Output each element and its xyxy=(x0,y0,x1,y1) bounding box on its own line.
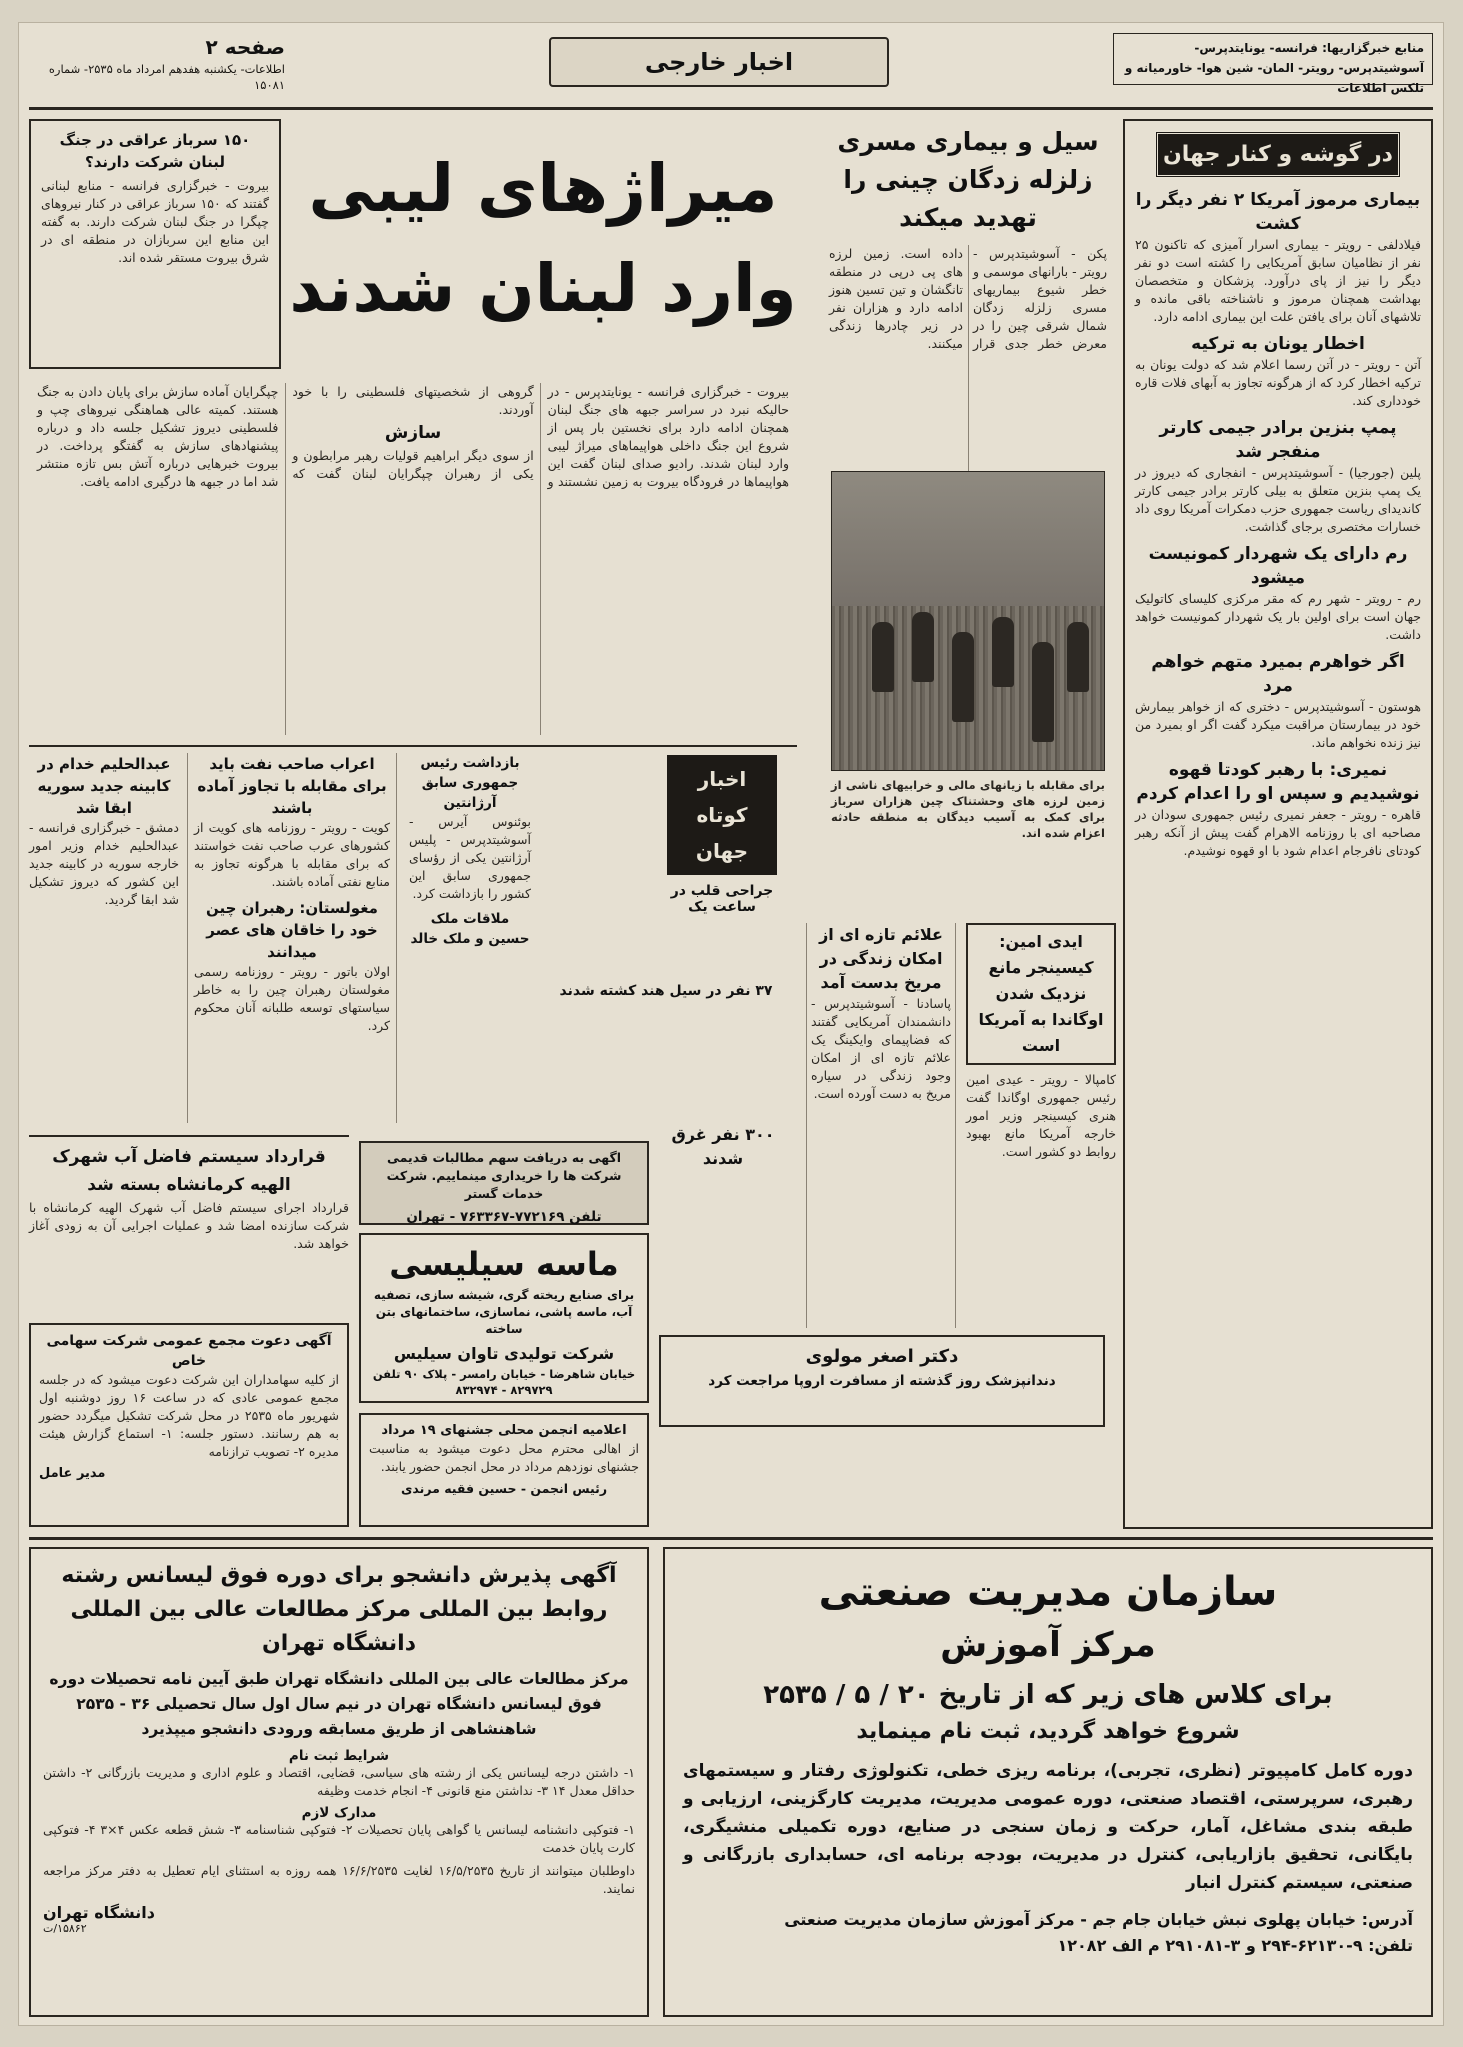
corner-item4-body: رم - رویتر - شهر رم که مقر مرکزی کلیسای کاتولیک جهان است برای اولین بار یک شهردار کمونیست خواهد داشت. xyxy=(1135,591,1421,642)
soldier-figure xyxy=(1032,642,1054,742)
story-h1 xyxy=(187,753,397,1123)
photo-sky xyxy=(832,472,1104,606)
ad-trade xyxy=(359,1141,649,1225)
story-h3-headline: بازداشت رئیس جمهوری سابق آرژانتین xyxy=(420,755,520,811)
section-title: اخبار خارجی xyxy=(644,48,794,76)
iraq-body: بیروت - خبرگزاری فرانسه - منابع لبنانی گفتند که ۱۵۰ سرباز عراقی در کنار نیروهای چپگرا در جنگ لبنان شرکت دارند. به گفته این منابع این سربازان در منطقه ای در شرق بیروت مستقر شده اند. xyxy=(41,178,269,265)
ad-silicon-body: برای صنایع ریخته گری، شیشه سازی، تصفیه آب، ماسه پاشی، نماسازی، ساختمانهای بتن ساخته xyxy=(373,1288,635,1336)
university-docs: ۱- فتوکپی دانشنامه لیسانس یا گواهی پایان تحصیلات ۲- فتوکپی شناسنامه ۳- شش قطعه عکس ۴×۳ ۴- فتوکپی کارت پایان خدمت xyxy=(43,1822,635,1855)
soldier-figure xyxy=(952,632,974,722)
soldier-figure xyxy=(992,617,1014,687)
corner-item6-head: نمیری: با رهبر کودتا قهوه نوشیدیم و سپس او را اعدام کردم xyxy=(1136,760,1420,804)
sources-box xyxy=(1113,33,1433,95)
page-label: صفحه ۲ xyxy=(205,35,285,59)
sewage-story xyxy=(29,1135,349,1305)
ad-silicon-address: خیابان شاهرضا - خیابان رامسر - پلاک ۹۰ تلفن ۸۲۹۷۲۹ - ۸۳۲۹۷۴ xyxy=(372,1367,636,1397)
story-h3-body: بوئنوس آیرس - آسوشیتدپرس - پلیس آرژانتین یکی از رؤسای جمهوری سابق این کشور را بازداشت کرد. xyxy=(409,814,531,901)
ad-management xyxy=(663,1547,1433,2017)
section-title-box xyxy=(549,37,889,87)
university-code: ۱۵۸۶۲/ت xyxy=(43,1922,87,1935)
masthead-rule xyxy=(29,107,1433,110)
university-intro: مرکز مطالعات عالی بین المللی دانشگاه تهران طبق آیین نامه تحصیلات دوره فوق لیسانس دانشگاه تهران در نیم سال اول سال تحصیلی ۳۶ - ۲۵۳۵ شاهنشاهی از طریق مسابقه ورودی دانشجو میپذیرد xyxy=(49,1670,629,1738)
ad-assembly-title: آگهی دعوت مجمع عمومی شرکت سهامی خاص xyxy=(46,1333,332,1369)
libya-headline: میراژهای لیبی وارد لبنان شدند xyxy=(289,150,797,327)
corner-item1-head: بیماری مرموز آمریکا ۲ نفر دیگر را کشت xyxy=(1135,190,1421,234)
university-docs-head: مدارک لازم xyxy=(301,1805,377,1821)
libya-body: بیروت - خبرگزاری فرانسه - یونایتدپرس - در حالیکه نبرد در سراسر جبهه های جنگ لبنان همچنان ادامه دارد برای نخستین بار پس از شروع این جنگ داخلی هواپیماهای میراژ لیبی وارد لبنان شدند. رادیو صدای لبنان گفت این هواپیماها در فرودگاه بیروت به زمین نشستند و گروهی از شخصیتهای فلسطینی را با خود آوردند. سازش از سوی دیگر ابراهیم قولیات رهبر مرابطون و یکی از رهبران چپگرایان لبنان گفت که چپگرایان آماده سازش برای پایان دادن به جنگ هستند. کمیته عالی هماهنگی نیروهای چپ و فلسطینی دیروز تشکیل جلسه داد و درباره پیشنهادهای سازش به گفتگو پرداخت. در بیروت خبرهایی درباره آتش بس تازه منتشر شد اما در جبهه ها درگیری ادامه یافت. xyxy=(37,384,789,489)
corner-item6-body: قاهره - رویتر - جعفر نمیری رئیس جمهوری سودان در مصاحبه ای با روزنامه الاهرام گفت پیش از آنکه رهبر کودتای نافرجام اعدام شود با او قهوه نوشیدم. xyxy=(1135,807,1421,858)
story-h2-body: دمشق - خبرگزاری فرانسه - عبدالحلیم خدام وزیر امور خارجه سوریه در کابینه جدید این کشور که دیروز تشکیل شد ابقا گردید. xyxy=(29,820,179,907)
brief-news-badge: اخبار کوتاه جهان xyxy=(667,755,777,875)
story-h7 xyxy=(806,923,956,1328)
soldier-figure xyxy=(912,612,934,682)
story-h7-body: پاسادنا - آسوشیتدپرس - دانشمندان آمریکایی گفتند که فضاپیمای وایکینگ یک علائم تازه ای از امکان وجود زندگی در سیاره مریخ به دست آورده است. xyxy=(811,996,951,1101)
ad-society-title: اعلامیه انجمن محلی جشنهای ۱۹ مرداد xyxy=(381,1423,627,1438)
middle-right-block xyxy=(653,923,1116,1328)
ad-silicon-company: شرکت تولیدی تاوان سیلیس xyxy=(393,1344,615,1363)
university-sign: دانشگاه تهران xyxy=(43,1903,155,1922)
ad-trade-phone: تلفن ۷۷۲۱۶۹-۷۶۳۳۶۷ - تهران xyxy=(406,1209,602,1225)
ad-assembly-sign: مدیر عامل xyxy=(39,1466,106,1481)
corner-item2-head: اخطار یونان به ترکیه xyxy=(1191,334,1365,354)
page-label-block xyxy=(35,35,285,91)
bottom-section-rule xyxy=(29,1537,1433,1540)
story-h2-headline: عبدالحلیم خدام در کابینه جدید سوریه ابقا شد xyxy=(37,755,171,817)
ad-dentist xyxy=(659,1335,1105,1427)
story-h3 xyxy=(405,753,535,1123)
university-footer: داوطلبان میتوانند از تاریخ ۱۶/۵/۲۵۳۵ لغایت ۱۶/۶/۲۵۳۵ همه روزه به استثنای ایام تعطیل به دفتر مرکز مراجعه نمایند. xyxy=(43,1863,635,1896)
libya-headline-box xyxy=(289,119,797,359)
university-title: آگهی پذیرش دانشجو برای دوره فوق لیسانس رشته روابط بین المللی مرکز مطالعات عالی بین المللی دانشگاه تهران xyxy=(61,1563,617,1656)
story-h2 xyxy=(29,753,179,1123)
flood-caption: برای مقابله با زیانهای مالی و خرابیهای ناشی از زمین لرزه های وحشتناک چین هزاران سرباز برای کمک به آسیب دیدگان به منطقه حادثه اعزام شده اند. xyxy=(831,778,1105,840)
management-start-line: شروع خواهد گردید، ثبت نام مینماید xyxy=(856,1719,1240,1744)
ad-assembly xyxy=(29,1323,349,1527)
corner-item5-head: اگر خواهرم بمیرد متهم خواهم مرد xyxy=(1151,652,1405,696)
photo-soldiers-icon xyxy=(872,622,894,692)
management-courses: دوره کامل کامپیوتر (نظری، تجربی)، برنامه ریزی خطی، تکنولوژی رفتار و سیستمهای رهبری، سرپرستی، اقتصاد صنعتی، دوره عمومی مدیریت، مدیریت کارگزینی، ارزیابی و طبقه بندی مشاغل، آمار، حرکت و زمان سنجی در صنایع، دوره تکمیلی منشیگری، بایگانی، تحقیق بازاریابی، کنترل در مدیریت، بودجه برنامه ای، حسابداری بازرگانی و صنعتی، سیستم کنترل انبار xyxy=(683,1761,1413,1893)
story-h10-headline: ۳۰۰ نفر غرق شدند xyxy=(671,1125,775,1168)
story-h10 xyxy=(653,1123,793,1323)
ad-society-sign: رئیس انجمن - حسین فقیه مرندی xyxy=(400,1481,608,1496)
story-h8-body: کامپالا - رویتر - عیدی امین رئیس جمهوری اوگاندا گفت هنری کیسینجر وزیر امور خارجه آمریکا مانع بهبود روابط دو کشور است. xyxy=(966,1072,1116,1159)
management-center: مرکز آموزش xyxy=(940,1625,1156,1665)
sewage-body: قرارداد اجرای سیستم فاضل آب شهرک الهیه کرمانشاه با شرکت سازنده امضا شد و عملیات اجرایی آن به زودی آغاز خواهد شد. xyxy=(29,1200,349,1251)
iraq-box xyxy=(29,119,281,369)
university-conditions: ۱- داشتن درجه لیسانس یکی از رشته های سیاسی، قضایی، اقتصاد و علوم اداری و مدیریت بازرگانی ۲- داشتن حداقل معدل ۱۴ ۳- نداشتن منع قانونی ۴- انجام خدمت وظیفه xyxy=(43,1765,635,1798)
story-h8 xyxy=(966,923,1116,1328)
corner-item3-body: پلین (جورجیا) - آسوشیتدپرس - انفجاری که دیروز در یک پمپ بنزین متعلق به بیلی کارتر برادر جیمی کارتر کاندیدای ریاست جمهوری حزب دمکرات آمریکا روی داد خسارات مختصری برجای گذاشت. xyxy=(1135,465,1421,534)
story-h8-headline: ایدی امین: کیسینجر مانع نزدیک شدن اوگاندا به آمریکا است xyxy=(966,923,1116,1065)
story-h7-headline: علائم تازه ای از امکان زندگی در مریخ بدست آمد xyxy=(819,925,943,992)
university-conditions-head: شرایط ثبت نام xyxy=(288,1748,390,1764)
story-h9-headline: ۳۷ نفر در سیل هند کشته شدند xyxy=(559,983,773,999)
ad-dentist-name: دکتر اصغر مولوی xyxy=(805,1346,959,1367)
management-phone: تلفن: ۹-۶۲۱۳۰-۲۹۴ و ۳-۲۹۱۰۸۱ م الف ۱۲۰۸۲ xyxy=(1057,1936,1413,1955)
story-h1-headline: اعراب صاحب نفت باید برای مقابله با تجاوز آماده باشند xyxy=(197,755,387,817)
story-h11-headline: ملاقات ملک حسین و ملک خالد xyxy=(410,911,530,947)
ad-dentist-body: دندانپزشک روز گذشته از مسافرت اروپا مراجعت کرد xyxy=(708,1373,1056,1389)
sewage-headline: قرارداد سیستم فاضل آب شهرک الهیه کرمانشاه بسته شد xyxy=(52,1147,326,1195)
corner-column xyxy=(1123,119,1433,1529)
newspaper-page xyxy=(18,22,1444,2026)
ad-assembly-body: از کلیه سهامداران این شرکت دعوت میشود که در جلسه مجمع عمومی عادی که در ساعت ۱۶ روز دوشنبه اول شهریور ماه ۲۵۳۵ در محل شرکت تشکیل میگردد حضور به هم رسانند. دستور جلسه: ۱- استماع گزارش هیئت مدیره ۲- تصویب ترازنامه xyxy=(39,1372,339,1459)
soldier-figure xyxy=(1067,622,1089,692)
corner-title: در گوشه و کنار جهان xyxy=(1155,131,1401,178)
ad-university xyxy=(29,1547,649,2017)
management-address: آدرس: خیابان پهلوی نبش خیابان جام جم - مرکز آموزش سازمان مدیریت صنعتی xyxy=(784,1910,1413,1929)
story-h5-headline: جراحی قلب در ساعت یک xyxy=(670,883,774,915)
mid-rule xyxy=(29,745,797,747)
corner-item3-head: پمپ بنزین برادر جیمی کارتر منفجر شد xyxy=(1159,418,1397,462)
ad-society xyxy=(359,1413,649,1527)
ad-trade-text: اگهی به دریافت سهم مطالبات قدیمی شرکت ها را خریداری مینماییم. شرکت خدمات گستر xyxy=(386,1150,622,1201)
story-h6-body: اولان باتور - رویتر - روزنامه رسمی مغولستان رهبران چین را به خاطر سیاستهای توسعه طلبانه آنان محکوم کرد. xyxy=(194,964,390,1033)
corner-item1-body: فیلادلفی - رویتر - بیماری اسرار آمیزی که تاکنون ۲۵ نفر از نظامیان سابق آمریکایی را کشته است دو نفر دیگر را نیز از پای درآورد. پزشکان و متخصصان بهداشت همچنان مرموز و ناشناخته باقی مانده و تلاشهای آنان برای یافتن علت این بیماری ادامه دارد. xyxy=(1135,237,1421,324)
flood-body: پکن - آسوشیتدپرس - رویتر - بارانهای موسمی و خطر شیوع بیماریهای مسری زلزله زدگان شمال شرقی چین را در معرض خطر جدی قرار داده است. زمین لرزه های پی درپی در منطقه تانگشان و تین تسین هنوز ادامه دارد و هزاران نفر در زیر چادرها زندگی میکنند. xyxy=(829,246,1107,351)
management-date-line: برای کلاس های زیر که از تاریخ ۲۰ / ۵ / ۲۵۳۵ xyxy=(763,1680,1333,1710)
ad-society-body: از اهالی محترم محل دعوت میشود به مناسبت جشنهای نوزدهم مرداد در محل انجمن حضور یابند. xyxy=(369,1441,639,1474)
ad-silicon xyxy=(359,1233,649,1403)
flood-article xyxy=(823,119,1113,859)
date-line: اطلاعات- یکشنبه هفدهم امرداد ماه ۲۵۳۵- شماره ۱۵۰۸۱ xyxy=(48,62,285,92)
sources-text: منابع خبرگزاریها: فرانسه- یونایتدپرس- آسوشیتدپرس- رویتر- المان- شین هوا- خاورمیانه و تلکس اطلاعات xyxy=(1124,41,1424,95)
story-h6-headline: مغولستان: رهبران چین خود را خاقان های عصر میدانند xyxy=(206,899,378,961)
flood-headline: سیل و بیماری مسری زلزله زدگان چینی را تهدید میکند xyxy=(837,127,1099,232)
soldiers-photo xyxy=(831,471,1105,771)
corner-item2-body: آتن - رویتر - در آتن رسما اعلام شد که دولت یونان به ترکیه اخطار کرد که از هرگونه تجاوز به آبهای فلات قاره خودداری کند. xyxy=(1135,357,1421,408)
iraq-headline: ۱۵۰ سرباز عراقی در جنگ لبنان شرکت دارند؟ xyxy=(59,131,251,171)
ad-silicon-title: ماسه سیلیسی xyxy=(389,1245,619,1283)
story-h1-body: کویت - رویتر - روزنامه های کویت از کشورهای عرب صاحب نفت خواستند که برای مقابله با هرگونه تجاوز به منابع نفتی آماده باشند. xyxy=(194,820,390,889)
management-org: سازمان مدیریت صنعتی xyxy=(818,1569,1278,1615)
libya-subhead: سازش xyxy=(384,423,442,443)
corner-item4-head: رم دارای یک شهردار کمونیست میشود xyxy=(1148,544,1408,588)
corner-item5-body: هوستون - آسوشیتدپرس - دختری که از خواهر بیمارش خود در بیمارستان مراقبت میکرد گفت اگر او بمیرد من نیز زنده نخواهم ماند. xyxy=(1135,699,1421,750)
